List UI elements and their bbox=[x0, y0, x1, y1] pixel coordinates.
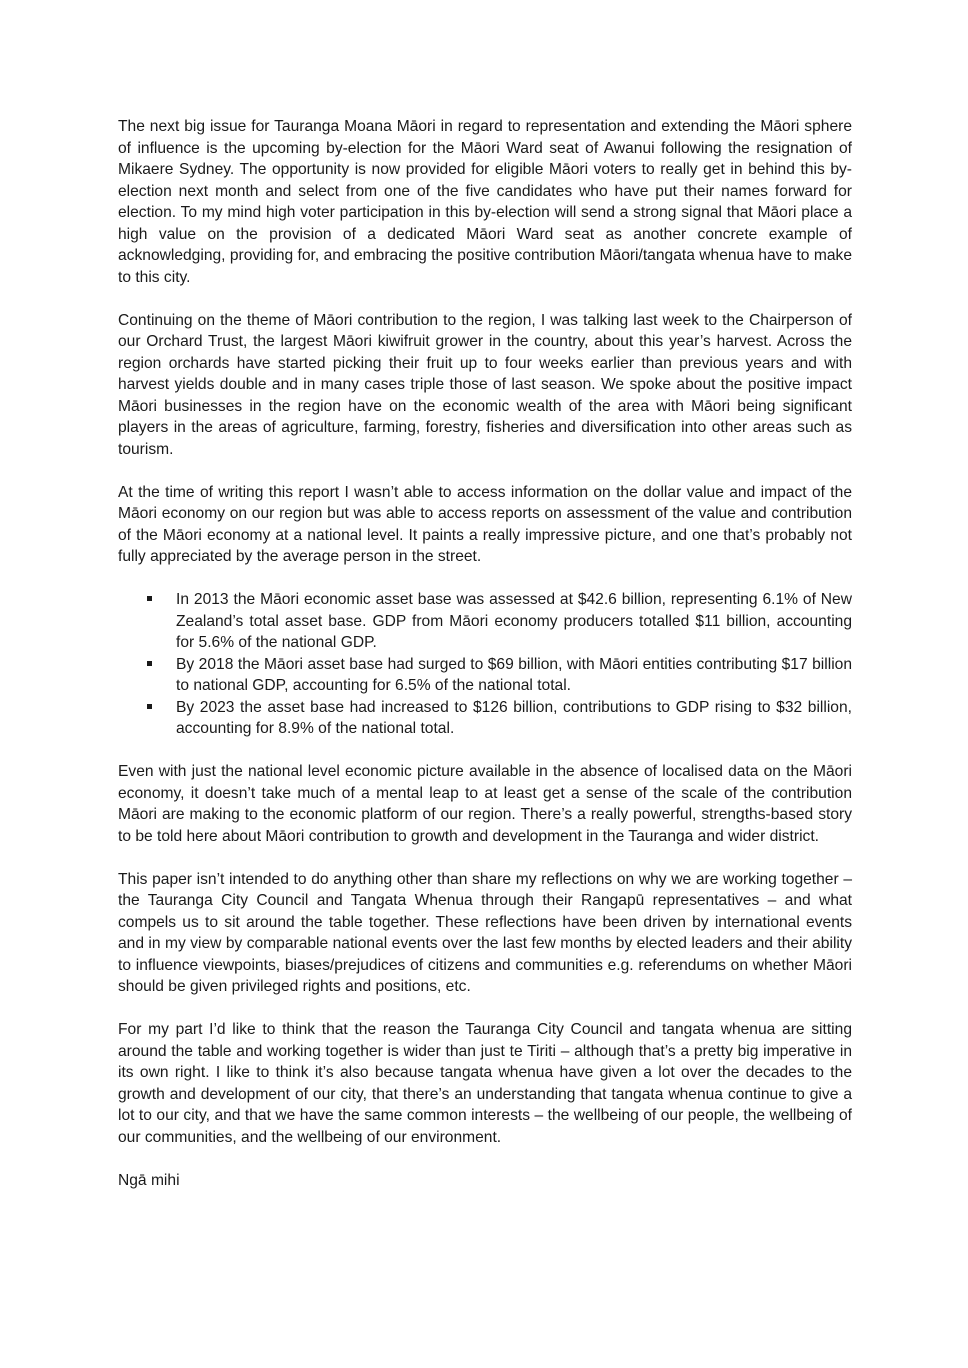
paragraph-working-together: For my part I’d like to think that the reason the Tauranga City Council and tangata whenua are sitting around the table and working together is wider than just te Tiriti – although that’s a pretty big imperative in its own right. I like to think it’s also because tangata whenua have given a lot over the decades to the growth and development of our city, that there’s an understanding that tangata whenua continue to give a lot to our city, and that we have the same common interests – the wellbeing of our people, the wellbeing of our communities, and the wellbeing of our environment. bbox=[118, 1021, 852, 1146]
bullet-icon bbox=[147, 704, 152, 709]
document-page bbox=[118, 116, 852, 1191]
paragraph-reflections: This paper isn’t intended to do anything other than share my reflections on why we are working together – the Tauranga City Council and Tangata Whenua through their Rangapū representatives – and what compels us to sit around the table together. These reflections have been driven by international events and in my view by comparable national events over the last few months by elected leaders and their ability to influence viewpoints, biases/prejudices of citizens and communities e.g. referendums on whether Māori should be given privileged rights and positions, etc. bbox=[118, 870, 852, 995]
bullet-icon bbox=[147, 661, 152, 666]
paragraph-maori-economy-intro: At the time of writing this report I wasn’t able to access information on the dollar value and impact of the Māori economy on our region but was able to access reports on assessment of the value and contribution of the Māori economy at a national level. It paints a really impressive picture, and one that’s probably not fully appreciated by the average person in the street. bbox=[118, 483, 852, 565]
paragraph-maori-ward-by-election: The next big issue for Tauranga Moana Māori in regard to representation and extending the Māori sphere of influence is the upcoming by-election for the Māori Ward seat of Awanui following the resignation of Mikaere Sydney. The opportunity is now provided for eligible Māori voters to really get in behind this by-election next month and select from one of the five candidates who have put their names forward for election. To my mind high voter participation in this by-election will send a strong signal that Māori place a high value on the provision of a dedicated Māori Ward seat as another concrete example of acknowledging, providing for, and embracing the positive contribution Māori/tangata whenua have to make to this city. bbox=[118, 118, 852, 286]
list-item-text: By 2018 the Māori asset base had surged to $69 billion, with Māori entities contributing $17 billion to national GDP, accounting for 6.5% of the national total. bbox=[176, 655, 852, 694]
economy-figures-list bbox=[118, 589, 852, 740]
list-item bbox=[118, 589, 852, 654]
paragraph-national-picture: Even with just the national level economic picture available in the absence of localised data on the Māori economy, it doesn’t take much of a mental leap to at least get a sense of the scale of the contribution Māori are making to the economic platform of our region. There’s a really powerful, strengths-based story to be told here about Māori contribution to growth and development in the Tauranga and wider district. bbox=[118, 763, 852, 845]
list-item-text: By 2023 the asset base had increased to $126 billion, contributions to GDP rising to $32 billion, accounting for 8.9% of the national total. bbox=[176, 698, 852, 737]
list-item-text: In 2013 the Māori economic asset base was assessed at $42.6 billion, representing 6.1% of New Zealand’s total asset base. GDP from Māori economy producers totalled $11 billion, accounting for 5.6% of the national GDP. bbox=[176, 591, 852, 651]
list-item bbox=[118, 697, 852, 740]
bullet-icon bbox=[147, 596, 152, 601]
closing-salutation: Ngā mihi bbox=[118, 1171, 180, 1189]
list-item bbox=[118, 654, 852, 697]
paragraph-orchard-trust-harvest: Continuing on the theme of Māori contribution to the region, I was talking last week to the Chairperson of our Orchard Trust, the largest Māori kiwifruit grower in the country, about this year’s harvest. Across the region orchards have started picking their fruit up to four weeks earlier than previous years and with harvest yields double and in many cases triple those of last season. We spoke about the positive impact Māori businesses in the region have on the economic wealth of the area with Māori being significant players in the areas of agriculture, farming, forestry, fisheries and diversification into other areas such as tourism. bbox=[118, 311, 852, 458]
